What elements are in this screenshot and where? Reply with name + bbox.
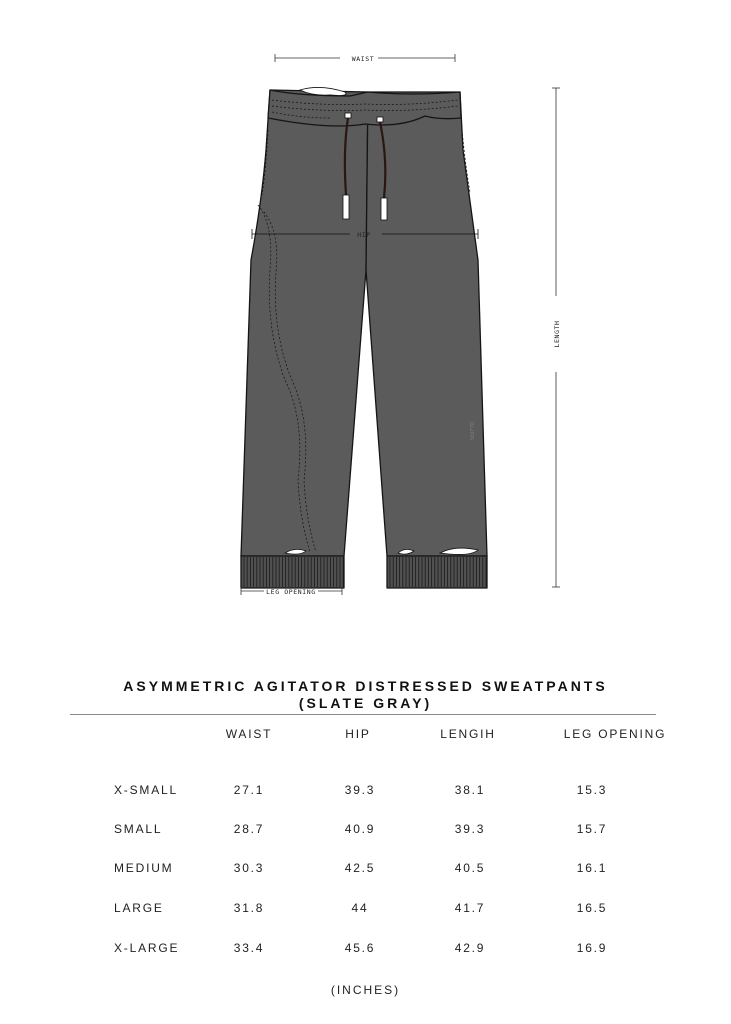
length-value: 40.5 [454,861,486,875]
waist-value: 33.4 [233,941,265,955]
hip-value: 40.9 [344,822,376,836]
waist-value: 31.8 [233,901,265,915]
length-value: 39.3 [454,822,486,836]
header-hip: HIP [345,727,371,741]
header-length: LENGIH [440,727,496,741]
pants-body [241,90,487,588]
hip-value: 39.3 [344,783,376,797]
size-label: SMALL [114,822,163,836]
header-waist: WAIST [225,727,273,741]
leg-opening-value: 15.7 [576,822,608,836]
right-cuff [387,556,487,588]
hip-value: 42.5 [344,861,376,875]
waist-label: WAIST [351,55,375,63]
size-label: MEDIUM [114,861,174,875]
length-value: 41.7 [454,901,486,915]
length-label: LENGTH [553,320,561,348]
size-label: X-SMALL [114,783,178,797]
size-label: X-LARGE [114,941,180,955]
header-leg-opening: LEG OPENING [563,727,667,741]
waist-value: 27.1 [233,783,265,797]
leg-opening-value: 16.1 [576,861,608,875]
size-label: LARGE [114,901,164,915]
waist-value: 30.3 [233,861,265,875]
title-divider [70,714,656,715]
leg-opening-value: 15.3 [576,783,608,797]
hip-value: 44 [351,901,369,915]
hip-value: 45.6 [344,941,376,955]
brand-mark: SHIFTD [470,421,476,440]
length-value: 42.9 [454,941,486,955]
product-color: (SLATE GRAY) [298,695,433,711]
leg-opening-value: 16.9 [576,941,608,955]
leg-opening-label: LEG OPENING [266,588,316,596]
hip-label: HIP [357,231,371,239]
product-title: ASYMMETRIC AGITATOR DISTRESSED SWEATPANTS [123,678,608,694]
units-note: (INCHES) [330,983,401,997]
length-value: 38.1 [454,783,486,797]
waist-value: 28.7 [233,822,265,836]
leg-opening-value: 16.5 [576,901,608,915]
